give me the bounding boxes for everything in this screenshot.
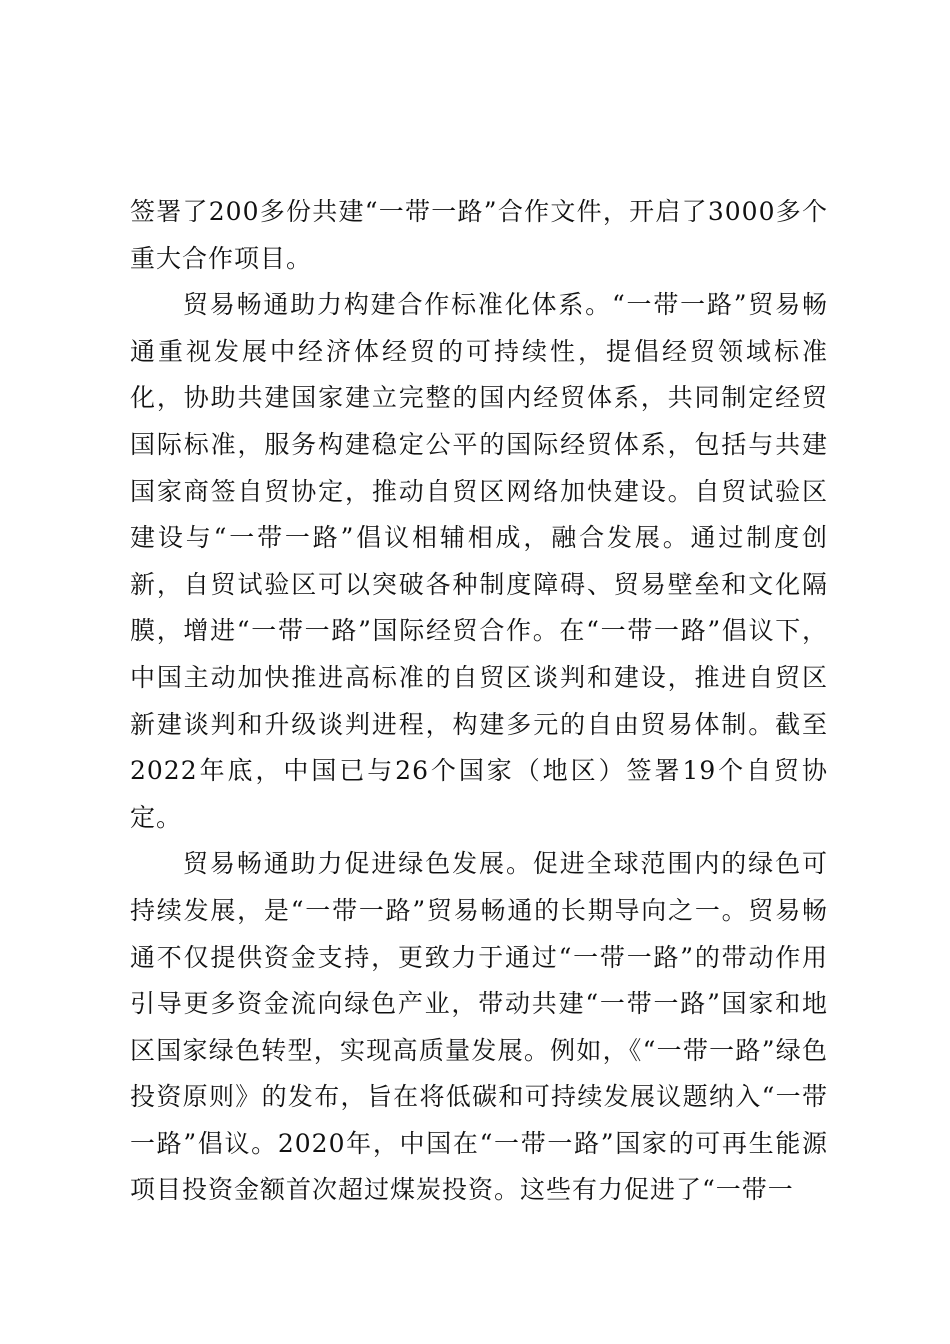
document-body xyxy=(130,189,828,1214)
paragraph-continuation: 签署了200多份共建“一带一路”合作文件，开启了3000多个重大合作项目。 xyxy=(130,197,828,273)
paragraph-standardization: 贸易畅通助力构建合作标准化体系。“一带一路”贸易畅通重视发展中经济体经贸的可持续性，提倡经贸领域标准化，协助共建国家建立完整的国内经贸体系，共同制定经贸国际标准，服务构建稳定公平的国际经贸体系，包括与共建国家商签自贸协定，推动自贸区网络加快建设。自贸试验区建设与“一带一路”倡议相辅相成，融合发展。通过制度创新，自贸试验区可以突破各种制度障碍、贸易壁垒和文化隔膜，增进“一带一路”国际经贸合作。在“一带一路”倡议下，中国主动加快推进高标准的自贸区谈判和建设，推进自贸区新建谈判和升级谈判进程，构建多元的自由贸易体制。截至2022年底，中国已与26个国家（地区）签署19个自贸协定。 xyxy=(130,290,828,832)
paragraph-green-development: 贸易畅通助力促进绿色发展。促进全球范围内的绿色可持续发展，是“一带一路”贸易畅通的长期导向之一。贸易畅通不仅提供资金支持，更致力于通过“一带一路”的带动作用引导更多资金流向绿色产业，带动共建“一带一路”国家和地区国家绿色转型，实现高质量发展。例如，《“一带一路”绿色投资原则》的发布，旨在将低碳和可持续发展议题纳入“一带一路”倡议。2020年，中国在“一带一路”国家的可再生能源项目投资金额首次超过煤炭投资。这些有力促进了“一带一 xyxy=(130,849,828,1205)
